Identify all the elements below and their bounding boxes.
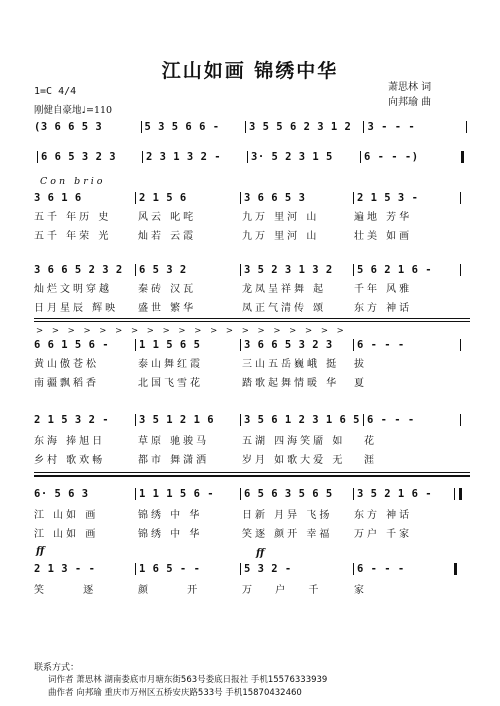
- barline: [460, 339, 461, 351]
- lyric-line: [34, 281, 470, 294]
- lyric-segment: 南疆飘稻香: [34, 378, 99, 389]
- measure: 6 - - -: [357, 563, 405, 575]
- lyric-segment: 夏: [354, 378, 367, 389]
- notation-row: [34, 414, 470, 426]
- accent-marks: > > > > > > > > > > > > > > > > > > > >: [36, 326, 347, 336]
- lyric-segment: 颜 开: [138, 585, 216, 596]
- barline: [240, 414, 241, 426]
- measure: 6 - - -: [357, 339, 405, 351]
- lyric-segment: 三山五岳巍峨 挺: [242, 359, 340, 370]
- composer-contact: 曲作者 向邦瑜 重庆市万州区五桥安庆路533号 手机15870432460: [48, 688, 302, 698]
- lyric-line: [34, 228, 470, 241]
- measure: 2 1 5 3 -: [357, 192, 419, 204]
- measure: 1 6 5 - -: [139, 563, 201, 575]
- measure: 3 - - -: [367, 121, 416, 133]
- barline: [135, 563, 136, 575]
- barline: [142, 151, 143, 163]
- barline: [240, 488, 241, 500]
- measure: 3 6 6 5 3 2 3: [244, 339, 333, 351]
- measure: 3 5 2 3 1 3 2: [244, 264, 333, 276]
- lyric-segment: 笑逐 颜开 幸福: [242, 529, 333, 540]
- measure: 6 5 6 3 5 6 5: [244, 488, 333, 500]
- measure: 3 6 6 5 2 3 2: [34, 264, 123, 276]
- song-title: 江山如画 锦绣中华: [161, 60, 339, 82]
- lyric-segment: 花: [364, 436, 377, 447]
- barline: [460, 192, 461, 204]
- lyric-segment: 五千 年荣 光: [34, 231, 112, 242]
- lyric-segment: 凤正气清传 颂: [242, 303, 327, 314]
- measure: 6 - - -): [364, 151, 419, 163]
- lyric-segment: 五湖 四海笑靥 如: [242, 436, 346, 447]
- lyric-segment: 踏歌起舞情暖 华: [242, 378, 340, 389]
- lyric-segment: 拔: [354, 359, 367, 370]
- lyric-segment: 江 山如 画: [34, 510, 99, 521]
- measure: 6 6 1 5 6 -: [34, 339, 110, 351]
- lyric-segment: 日月星辰 辉映: [34, 303, 119, 314]
- lyric-segment: 笑 逐: [34, 585, 112, 596]
- barline: [454, 488, 455, 500]
- measure: 6 6 5 3 2 3: [41, 151, 117, 163]
- lyric-segment: 东方 神话: [354, 510, 413, 521]
- lyric-line: [34, 433, 470, 446]
- measure: 3 6 6 5 3: [244, 192, 306, 204]
- barline: [363, 414, 364, 426]
- barline: [353, 264, 354, 276]
- barline: [141, 121, 142, 133]
- lyric-line: [34, 507, 470, 520]
- section-rule: [34, 472, 470, 473]
- barline: [466, 121, 467, 133]
- lyric-segment: 千年 风雅: [354, 284, 413, 295]
- contacts-header: 联系方式：: [34, 663, 80, 673]
- lyric-segment: 涯: [364, 455, 377, 466]
- measure: 2 1 5 6: [139, 192, 187, 204]
- fortissimo-marking: ff: [256, 548, 265, 559]
- notation-row: [34, 192, 470, 204]
- measure: 2 1 3 - -: [34, 563, 96, 575]
- lyric-segment: 九万 里河 山: [242, 212, 320, 223]
- lyric-segment: 都市 舞潇洒: [138, 455, 210, 466]
- measure: 6 5 3 2: [139, 264, 187, 276]
- measure: 3 5 6 1 2 3 1 6 5: [244, 414, 360, 426]
- barline: [240, 339, 241, 351]
- barline: [460, 264, 461, 276]
- lyric-segment: 家: [354, 585, 367, 596]
- barline: [240, 563, 241, 575]
- barline: [135, 414, 136, 426]
- lyric-line: [34, 300, 470, 313]
- lyric-segment: 五千 年历 史: [34, 212, 112, 223]
- measure: 5 3 2 -: [244, 563, 292, 575]
- lyric-segment: 草原 驰骏马: [138, 436, 210, 447]
- barline: [135, 192, 136, 204]
- lyric-segment: 万 户 千: [242, 585, 329, 596]
- lyric-segment: 盛世 繁华: [138, 303, 197, 314]
- lyric-segment: 灿烂文明穿越: [34, 284, 112, 295]
- tempo-marking: 刚健自豪地♩=110: [34, 105, 113, 116]
- measure: 3 5 1 2 1 6: [139, 414, 215, 426]
- barline: [353, 488, 354, 500]
- measure: 3 5 2 1 6 -: [357, 488, 433, 500]
- lyric-segment: 风云 叱咤: [138, 212, 197, 223]
- lyric-line: [34, 526, 470, 539]
- lyric-segment: 江 山如 画: [34, 529, 99, 540]
- measure: 2 3 1 3 2 -: [146, 151, 222, 163]
- section-rule: [34, 318, 470, 319]
- barline: [135, 339, 136, 351]
- barline: [353, 563, 354, 575]
- lyric-line: [34, 375, 470, 388]
- barline: [363, 121, 364, 133]
- barline: [460, 414, 461, 426]
- composer-credit: 向邦瑜 曲: [388, 97, 432, 108]
- barline: [353, 192, 354, 204]
- section-rule: [34, 475, 470, 477]
- measure: 5 6 2 1 6 -: [357, 264, 433, 276]
- lyric-segment: 黄山傲苍松: [34, 359, 99, 370]
- measure: 3 6 1 6: [34, 192, 82, 204]
- measure: 3· 5 2 3 1 5: [251, 151, 333, 163]
- notation-row: [34, 488, 470, 500]
- lyric-segment: 龙凤呈祥舞 起: [242, 284, 327, 295]
- barline: [240, 264, 241, 276]
- lyric-segment: 锦绣 中 华: [138, 529, 203, 540]
- barline: [135, 488, 136, 500]
- lyricist-credit: 萧思林 词: [388, 82, 432, 93]
- barline: [461, 151, 464, 163]
- measure: 1 1 1 5 6 -: [139, 488, 215, 500]
- lyric-segment: 泰山舞红霞: [138, 359, 203, 370]
- barline: [360, 151, 361, 163]
- lyric-segment: 遍地 芳华: [354, 212, 413, 223]
- lyric-segment: 九万 里河 山: [242, 231, 320, 242]
- barline: [245, 121, 246, 133]
- section-rule: [34, 321, 470, 322]
- lyric-segment: 日新 月异 飞扬: [242, 510, 333, 521]
- lyric-segment: 秦砖 汉瓦: [138, 284, 197, 295]
- lyric-segment: 岁月 如歌大爱 无: [242, 455, 346, 466]
- notation-row: [34, 151, 470, 163]
- lyric-segment: 北国飞雪花: [138, 378, 203, 389]
- lyric-segment: 东海 捧旭日: [34, 436, 106, 447]
- lyric-segment: 东方 神话: [354, 303, 413, 314]
- repeat-end-barline: [459, 488, 462, 500]
- measure: 6· 5 6 3: [34, 488, 89, 500]
- measure: 3 5 5 6 2 3 1 2: [249, 121, 352, 133]
- lyric-segment: 乡村 歌欢畅: [34, 455, 106, 466]
- measure: 6 - - -: [367, 414, 415, 426]
- final-barline: [454, 563, 457, 575]
- measure: 2 1 5 3 2 -: [34, 414, 110, 426]
- repeat-start-barline: [37, 151, 38, 163]
- barline: [247, 151, 248, 163]
- key-signature: 1=C 4/4: [34, 86, 77, 97]
- notation-row: [34, 121, 470, 133]
- notation-row: [34, 339, 470, 351]
- notation-row: [34, 563, 470, 575]
- lyric-line: [34, 209, 470, 222]
- lyric-line: [34, 582, 470, 595]
- measure: 1 1 5 6 5: [139, 339, 201, 351]
- lyric-segment: 锦绣 中 华: [138, 510, 203, 521]
- barline: [353, 339, 354, 351]
- lyric-line: [34, 356, 470, 369]
- lyric-segment: 灿若 云霞: [138, 231, 197, 242]
- notation-row: [34, 264, 470, 276]
- barline: [240, 192, 241, 204]
- lyricist-contact: 词作者 萧思林 湖南娄底市月塘东街563号娄底日报社 手机15576333939: [48, 675, 328, 685]
- measure: (3 6 6 5 3: [34, 121, 103, 133]
- lyric-segment: 万户 千家: [354, 529, 413, 540]
- lyric-line: [34, 452, 470, 465]
- lyric-segment: 壮美 如画: [354, 231, 413, 242]
- measure: 5 3 5 6 6 -: [144, 121, 220, 133]
- barline: [135, 264, 136, 276]
- fortissimo-marking: ff: [36, 546, 45, 557]
- dynamics-marking: Con brio: [40, 176, 106, 187]
